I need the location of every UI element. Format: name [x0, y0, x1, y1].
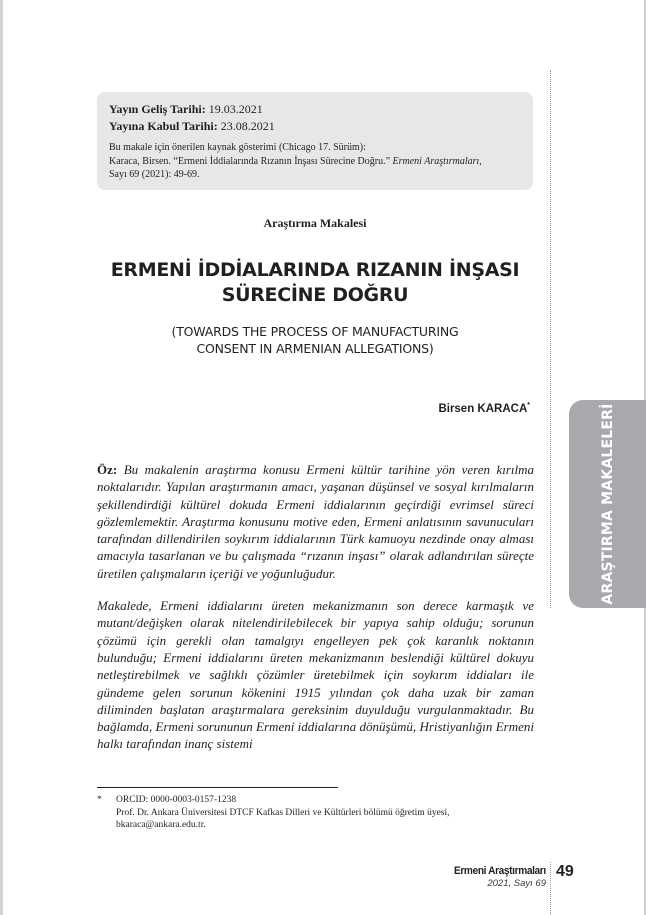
subtitle-line-1: (TOWARDS THE PROCESS OF MANUFACTURING — [171, 324, 459, 339]
footnote-affiliation: Prof. Dr. Ankara Üniversitesi DTCF Kafkas Dilleri ve Kültürleri bölümü öğretim üyesi, — [116, 807, 450, 818]
footnote-mark: * — [97, 795, 102, 805]
margin-divider-bottom — [550, 862, 551, 915]
citation-intro: Bu makale için önerilen kaynak gösterimi (Chicago 17. Sürüm): — [109, 142, 366, 153]
received-date-line — [109, 101, 521, 118]
title-line-1: ERMENİ İDDİALARINDA RIZANIN İNŞASI — [110, 259, 520, 281]
author-footnote-mark[interactable]: * — [527, 402, 530, 409]
citation-main: Karaca, Birsen. “Ermeni İddialarında Rızanın İnşası Sürecine Doğru.” — [109, 155, 391, 167]
footnote-email[interactable]: bkaraca@ankara.edu.tr. — [116, 820, 206, 830]
author-name: Birsen KARACA — [438, 402, 528, 415]
title-line-2: SÜRECİNE DOĞRU — [221, 284, 409, 306]
article-type: Araştırma Makalesi — [263, 216, 367, 230]
citation — [109, 141, 521, 182]
publication-info-box — [97, 92, 533, 190]
footnote-rule — [97, 787, 338, 788]
page-left-edge — [0, 0, 3, 915]
footnote-orcid: ORCID: 0000-0003-0157-1238 — [116, 795, 237, 805]
accepted-label: Yayına Kabul Tarihi: — [109, 119, 218, 133]
journal-issue: 2021, Sayı 69 — [487, 878, 546, 889]
journal-name: Ermeni Araştırmaları — [454, 865, 546, 877]
accepted-date: 23.08.2021 — [220, 119, 275, 133]
accepted-date-line — [109, 118, 521, 135]
abstract-text-1: Bu makalenin araştırma konusu Ermeni kültür tarihine yön veren kırılma noktalarıdır. Yapılan araştırmanın amacı, yaşanan düşünsel ve sosyal kırılmaların şekillendirdiği kültürel dokuda Ermeni iddialarının geçirdiği evrimsel süreci gözlemlemektir. Araştırma konusunu motive eden, Ermeni anlatısının savunucuları tarafından dillendirilen soykırım iddialarının Türk kamuoyu nezdinde onay alması amacıyla tasarlanan ve bu çalışmada “rızanın inşası” olarak adlandırılan süreçte üretilen çalışmaların içeriği ve yoğunluğudur. — [97, 462, 534, 581]
section-side-tab-label: ARAŞTIRMA MAKALELERİ — [599, 403, 616, 605]
subtitle-line-2: CONSENT IN ARMENIAN ALLEGATIONS) — [196, 341, 434, 356]
footnote-body — [116, 794, 517, 832]
received-date: 19.03.2021 — [208, 102, 263, 116]
abstract-paragraph-1 — [97, 461, 534, 582]
margin-divider-top — [550, 70, 551, 608]
abstract-label: Öz: — [97, 462, 118, 477]
section-side-tab — [569, 400, 646, 608]
journal-footer — [446, 865, 546, 889]
abstract-paragraph-2: Makalede, Ermeni iddialarını üreten mekanizmanın son derece karmaşık ve mutant/değişken olarak nitelendirilebilecek bir yapıya sahip olduğu; sorunun çözümü için gerekli olan tamalgıyı engelleyen pek çok karanlık noktanın bulunduğu; Ermeni iddialarını üreten mekanizmanın beslendiği kültürel dokuyu netleştirebilmek ve sağlıklı çözümler üretebilmek için soykırım iddiaları ile gündeme gelen sorunun kökenini 1915 yılından çok daha uzak bir zaman diliminden başlatan araştırmalara gereksinim duyulduğu vurgulanmaktadır. Bu bağlamda, Ermeni sorununun Ermeni iddialarına dönüşümü, Hristiyanlığın Ermeni halkı tarafından inanç sistemi — [97, 598, 534, 752]
citation-reference — [109, 155, 521, 169]
citation-issue: Sayı 69 (2021): 49-69. — [109, 169, 200, 180]
page-number: 49 — [556, 863, 574, 880]
footnote — [97, 794, 517, 832]
author — [438, 402, 530, 415]
article-title — [97, 258, 533, 308]
article-subtitle — [97, 323, 533, 357]
citation-journal: Ermeni Araştırmaları, — [392, 155, 482, 167]
abstract — [97, 461, 534, 768]
received-label: Yayın Geliş Tarihi: — [109, 102, 206, 116]
